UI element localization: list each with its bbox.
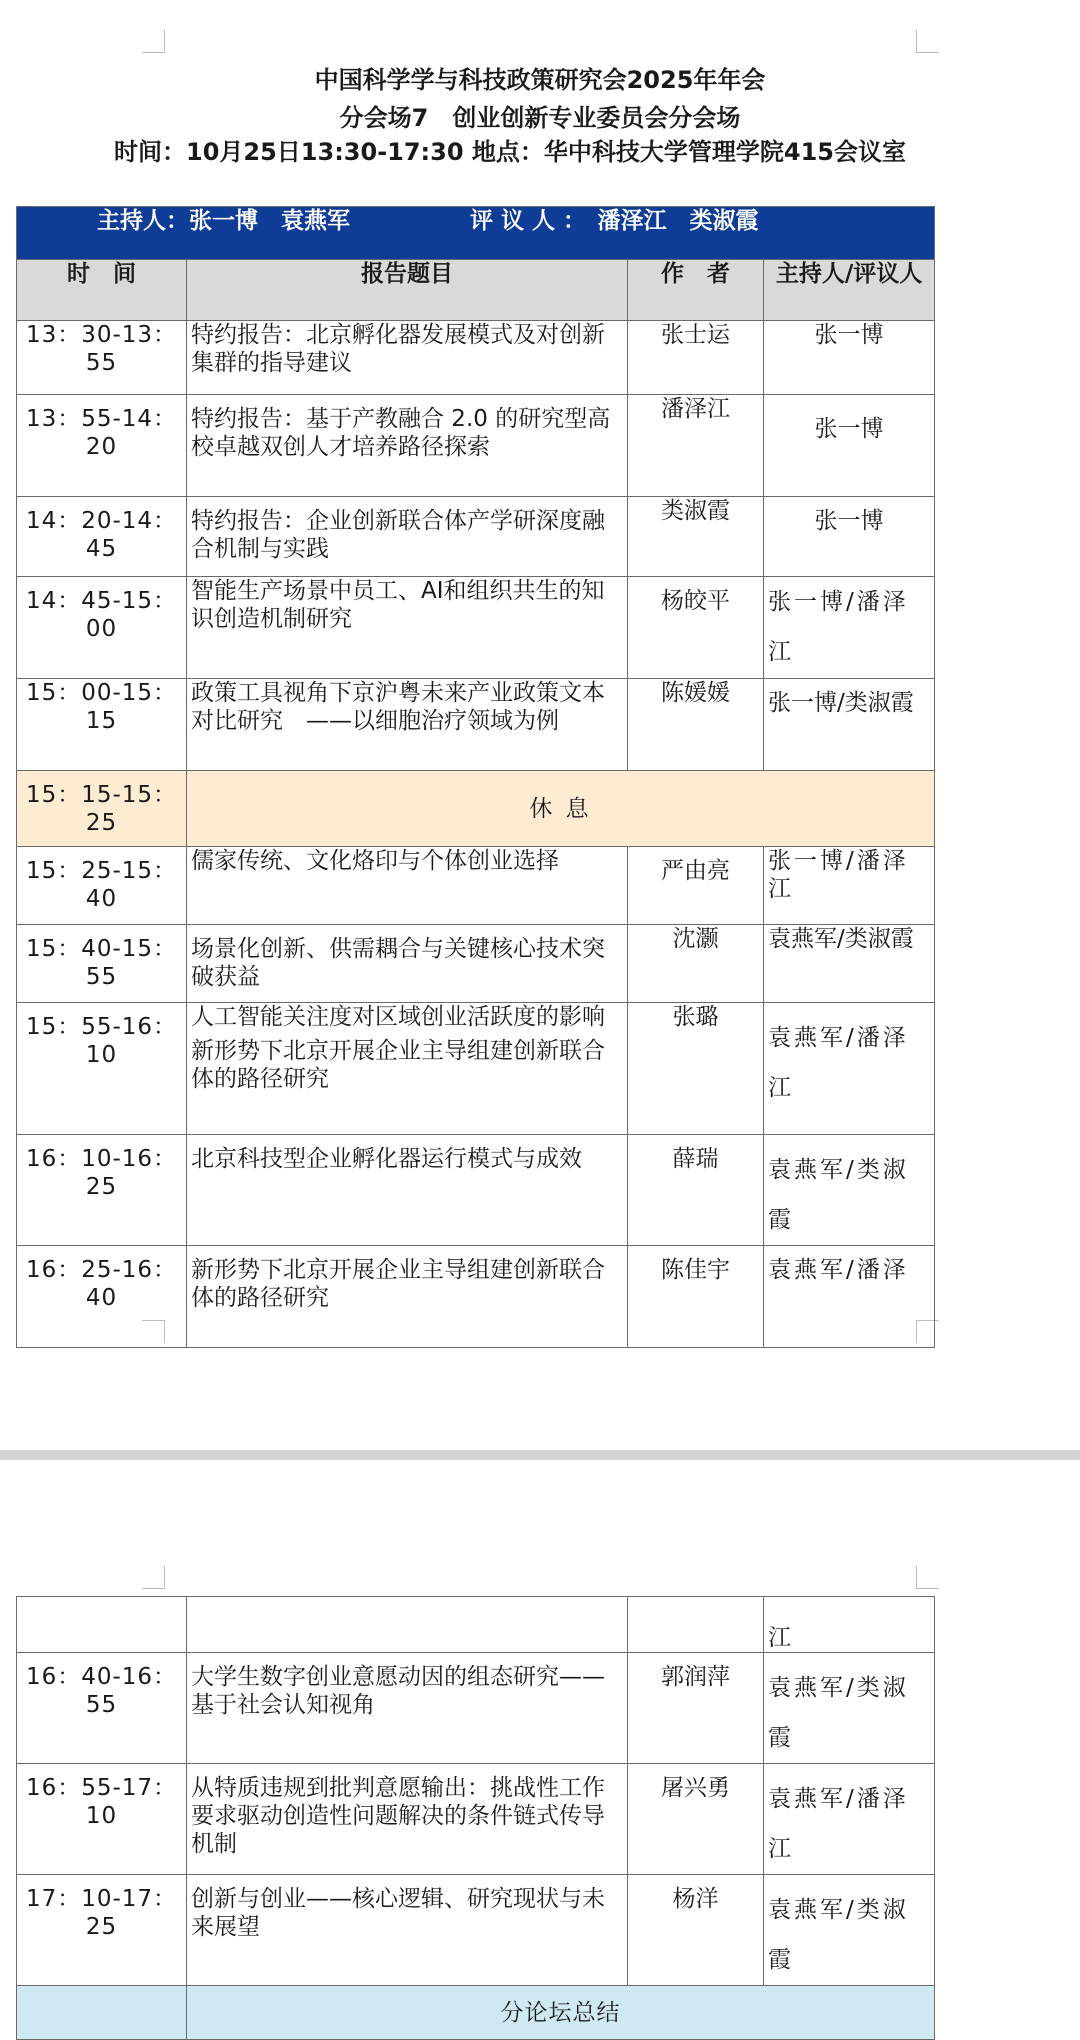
table-row [17, 1764, 935, 1875]
session-title: 分会场7 创业创新专业委员会分会场 [339, 104, 741, 132]
author-cell: 杨洋 [628, 1875, 764, 1986]
topic-cell: 特约报告：企业创新联合体产学研深度融合机制与实践 [187, 497, 628, 577]
author-cell: 屠兴勇 [628, 1764, 764, 1875]
page-separator [0, 1450, 1080, 1460]
column-header-author: 作 者 [628, 260, 764, 321]
table-row [17, 1135, 935, 1246]
table-row [17, 321, 935, 395]
page-corner-mark [142, 30, 165, 53]
page-corner-mark [142, 1566, 165, 1589]
host-bar [17, 207, 935, 260]
column-header-time: 时 间 [17, 260, 187, 321]
table-row [17, 847, 935, 925]
time-cell: 13：30-13：55 [17, 321, 187, 395]
column-header-topic: 报告题目 [187, 260, 628, 321]
page-corner-mark [916, 1566, 939, 1589]
topic-cell [187, 1003, 628, 1135]
topic-cell: 特约报告：北京孵化器发展模式及对创新集群的指导建议 [187, 321, 628, 395]
author-cell: 沈灏 [628, 925, 764, 1003]
page-corner-mark [916, 30, 939, 53]
author-cell: 薛瑞 [628, 1135, 764, 1246]
table-row [17, 1597, 935, 1653]
host-cell: 张一博 [764, 497, 935, 577]
time-cell: 14：45-15：00 [17, 577, 187, 679]
author-cell: 严由亮 [628, 847, 764, 925]
time-cell: 15：15-15：25 [17, 771, 187, 847]
time-cell: 16：55-17：10 [17, 1764, 187, 1875]
topic-cell: 特约报告：基于产教融合 2.0 的研究型高校卓越双创人才培养路径探索 [187, 395, 628, 497]
table-row [17, 497, 935, 577]
host-cell: 袁燕军/潘泽江 [764, 1764, 935, 1875]
host-cell: 张一博/潘泽江 [764, 847, 935, 925]
time-location: 时间：10月25日13:30-17:30 地点：华中科技大学管理学院415会议室 [114, 138, 906, 166]
topic-text-secondary: 新形势下北京开展企业主导组建创新联合体的路径研究 [191, 1038, 605, 1092]
host-cell: 袁燕军/潘泽 [764, 1246, 935, 1348]
topic-cell: 儒家传统、文化烙印与个体创业选择 [187, 847, 628, 925]
author-cell: 杨皎平 [628, 577, 764, 679]
table-row [17, 1246, 935, 1348]
topic-cell: 新形势下北京开展企业主导组建创新联合体的路径研究 [187, 1246, 628, 1348]
topic-cell: 从特质违规到批判意愿输出：挑战性工作要求驱动创造性问题解决的条件链式传导机制 [187, 1764, 628, 1875]
schedule-table [16, 206, 935, 1348]
topic-cell: 大学生数字创业意愿动因的组态研究——基于社会认知视角 [187, 1653, 628, 1764]
host-cell: 袁燕军/类淑霞 [764, 1653, 935, 1764]
conference-title: 中国科学学与科技政策研究会2025年年会 [314, 66, 766, 94]
author-cell: 张璐 [628, 1003, 764, 1135]
author-cell: 郭润萍 [628, 1653, 764, 1764]
author-cell: 潘泽江 [628, 395, 764, 497]
summary-label: 分论坛总结 [187, 1986, 935, 2040]
time-cell: 13：55-14：20 [17, 395, 187, 497]
time-cell: 15：55-16：10 [17, 1003, 187, 1135]
host-cell: 张一博/类淑霞 [764, 679, 935, 771]
topic-cell: 政策工具视角下京沪粤未来产业政策文本对比研究 ——以细胞治疗领域为例 [187, 679, 628, 771]
table-row [17, 395, 935, 497]
time-cell: 16：10-16：25 [17, 1135, 187, 1246]
author-cell: 陈佳宇 [628, 1246, 764, 1348]
column-header-row [17, 260, 935, 321]
table-row [17, 1875, 935, 1986]
time-cell: 16：40-16：55 [17, 1653, 187, 1764]
table-row [17, 925, 935, 1003]
table-row [17, 679, 935, 771]
topic-cell: 北京科技型企业孵化器运行模式与成效 [187, 1135, 628, 1246]
topic-cell: 智能生产场景中员工、AI和组织共生的知识创造机制研究 [187, 577, 628, 679]
topic-cell: 创新与创业——核心逻辑、研究现状与未来展望 [187, 1875, 628, 1986]
host-cell: 袁燕军/类淑霞 [764, 1135, 935, 1246]
author-cell: 陈媛媛 [628, 679, 764, 771]
summary-row [17, 1986, 935, 2040]
time-cell: 17：10-17：25 [17, 1875, 187, 1986]
topic-cell: 场景化创新、供需耦合与关键核心技术突破获益 [187, 925, 628, 1003]
author-cell: 类淑霞 [628, 497, 764, 577]
reviewers-label: 评 议 人 ： 潘泽江 类淑霞 [470, 208, 759, 234]
break-label: 休 息 [187, 771, 935, 847]
hosts-label: 主持人：张一博 袁燕军 [97, 208, 350, 234]
author-cell: 张士运 [628, 321, 764, 395]
host-cell: 袁燕军/潘泽江 [764, 1003, 935, 1135]
time-cell: 14：20-14：45 [17, 497, 187, 577]
column-header-host: 主持人/评议人 [764, 260, 935, 321]
host-cell: 张一博 [764, 395, 935, 497]
schedule-table-continued [16, 1596, 935, 2040]
table-row [17, 577, 935, 679]
topic-text: 人工智能关注度对区域创业活跃度的影响 [191, 1004, 605, 1030]
host-cell: 张一博/潘泽江 [764, 577, 935, 679]
host-cell: 江 [764, 1597, 935, 1653]
table-row [17, 1003, 935, 1135]
host-cell: 袁燕军/类淑霞 [764, 1875, 935, 1986]
break-row [17, 771, 935, 847]
host-cell: 张一博 [764, 321, 935, 395]
time-cell: 15：00-15：15 [17, 679, 187, 771]
time-cell: 15：25-15：40 [17, 847, 187, 925]
time-cell: 16：25-16：40 [17, 1246, 187, 1348]
time-cell: 15：40-15：55 [17, 925, 187, 1003]
host-cell: 袁燕军/类淑霞 [764, 925, 935, 1003]
table-row [17, 1653, 935, 1764]
